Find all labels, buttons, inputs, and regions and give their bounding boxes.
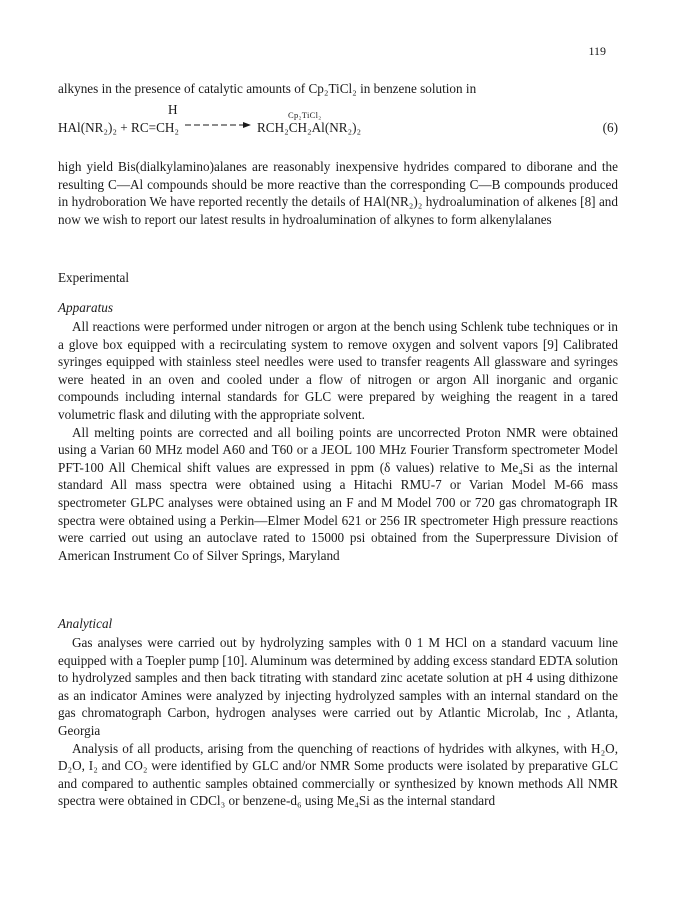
equation-rhs: RCH₂CH₂Al(NR₂)₂ xyxy=(257,120,362,135)
equation-6 xyxy=(58,102,618,144)
equation-formula xyxy=(58,120,361,136)
equation-lhs: HAl(NR₂)₂ + RC=CH₂ xyxy=(58,120,179,135)
subsection-heading-apparatus: Apparatus xyxy=(58,300,113,315)
apparatus-paragraph-1: All reactions were performed under nitrogen or argon at the bench using Schlenk tube techniques or in a glove box equipped with a recirculating system to remove oxygen and solvent vapors [9] Calibrated syringes equipped with stainless steel needles were used to transfer reagents All glassware and syringes were heated in an oven and cooled under a flow of nitrogen or argon All inorganic and organic compounds including internal standards for GLC were prepared by weighing the reagent in a tared volumetric flask and diluting with the appropriate solvent. xyxy=(58,319,618,422)
intro-line: alkynes in the presence of catalytic amounts of Cp₂TiCl₂ in benzene solution in xyxy=(58,81,477,96)
page-number: 119 xyxy=(588,44,606,58)
intro-text xyxy=(58,80,618,98)
equation-h-label: H xyxy=(168,102,178,117)
equation-number: (6) xyxy=(602,120,618,135)
section-heading-experimental: Experimental xyxy=(58,270,130,285)
subsection-heading-analytical: Analytical xyxy=(58,616,113,631)
analytical-section xyxy=(58,634,618,810)
analytical-paragraph-2: Analysis of all products, arising from the quenching of reactions of hydrides with alkynes, with H₂O, D₂O, I₂ and CO₂ were identified by GLC and/or NMR Some products were isolated by preparative GLC and compared to authentic samples obtained commercially or synthesized by known methods All NMR spectra were obtained in CDCl₃ or benzene-d₆ using Me₄Si as the internal standard xyxy=(58,740,618,809)
equation-catalyst: Cp₂TiCl₂ xyxy=(288,110,322,120)
paragraph-1 xyxy=(58,158,618,228)
analytical-paragraph-1: Gas analyses were carried out by hydrolyzing samples with 0 1 M HCl on a standard vacuum line equipped with a Toepler pump [10]. Aluminum was determined by adding excess standard EDTA solution to hydrolyzed samples and then back titrating with standard zinc acetate solution at pH 4 using dithizone as an indicator Amines were analyzed by injecting hydrolyzed samples with an internal standard on the gas chromatograph Carbon, hydrogen analyses were carried out by Atlantic Microlab, Inc , Atlanta, Georgia xyxy=(58,635,618,738)
paragraph-1-text: high yield Bis(dialkylamino)alanes are reasonably inexpensive hydrides compared to diborane and the resulting C—Al compounds should be more reactive than the corresponding C—B compounds produced in hydroboration We have reported recently the details of HAl(NR₂)₂ hydroalumination of alkenes [8] and now we wish to report our latest results in hydroalumination of alkynes to form alkenylalanes xyxy=(58,159,618,227)
apparatus-section xyxy=(58,318,618,564)
apparatus-paragraph-2: All melting points are corrected and all boiling points are uncorrected Proton NMR were obtained using a Varian 60 MHz model A60 and T60 or a JEOL 100 MHz Fourier Transform spectrometer Model PFT-100 All Chemical shift values are expressed in ppm (δ values) relative to Me₄Si as the internal standard All mass spectra were obtained using a Hitachi RMU-7 or Varian Model M-66 mass spectrometer GLPC analyses were obtained using an F and M Model 700 or 720 gas chromatograph IR spectra were obtained using a Perkin—Elmer Model 621 or 256 IR spectrometer High pressure reactions were carried out using an autoclave rated to 15000 psi obtained from the Superpressure Division of American Instrument Co of Silver Springs, Maryland xyxy=(58,424,618,563)
reaction-arrow-icon xyxy=(185,121,251,129)
